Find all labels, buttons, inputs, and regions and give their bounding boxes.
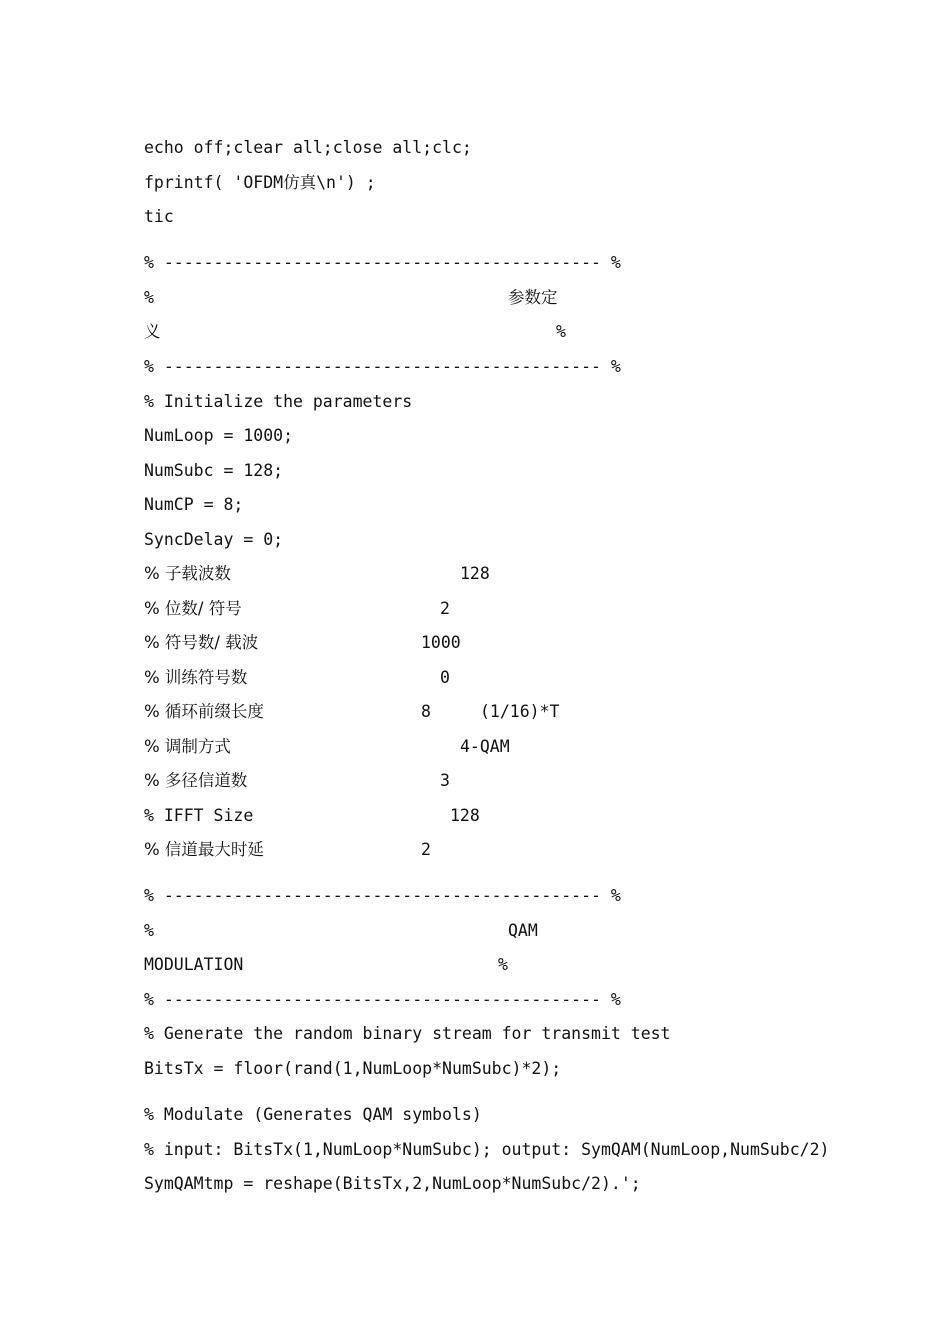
code-line-tic: tic: [144, 207, 174, 226]
param-row: [144, 769, 450, 793]
comment-generate: % Generate the random binary stream for transmit test: [144, 1024, 671, 1043]
param-value: 4-QAM: [460, 737, 510, 756]
comment-percent: %: [144, 288, 154, 307]
param-label: % 符号数/ 载波: [144, 633, 259, 652]
code-line-numloop: NumLoop = 1000;: [144, 426, 294, 445]
param-label: % IFFT Size: [144, 806, 254, 825]
param-label: % 循环前缀长度: [144, 702, 264, 721]
comment-divider: % -------------------------------------------- %: [144, 990, 621, 1009]
section-title-part2: MODULATION: [144, 955, 244, 974]
comment-modulate: % Modulate (Generates QAM symbols): [144, 1105, 482, 1124]
code-line-fprintf: fprintf( 'OFDM仿真\n') ;: [144, 173, 376, 192]
section-title-part2: 义: [144, 322, 161, 341]
comment-initialize: % Initialize the parameters: [144, 392, 413, 411]
param-value: 3: [440, 771, 450, 790]
comment-divider: % -------------------------------------------- %: [144, 253, 621, 272]
param-row: [144, 700, 560, 724]
param-label: % 信道最大时延: [144, 840, 264, 859]
param-note: (1/16)*T: [480, 702, 560, 721]
param-row: [144, 804, 480, 828]
comment-header-line-wrap: [144, 953, 508, 977]
param-row: [144, 631, 461, 655]
comment-percent-end: %: [498, 955, 508, 974]
param-value: 128: [460, 564, 490, 583]
param-row: [144, 735, 510, 759]
comment-divider: % -------------------------------------------- %: [144, 357, 621, 376]
param-value: 2: [440, 599, 450, 618]
comment-input-output: % input: BitsTx(1,NumLoop*NumSubc); output: SymQAM(NumLoop,NumSubc/2): [144, 1140, 830, 1159]
section-title-part1: QAM: [508, 921, 538, 940]
param-label: % 调制方式: [144, 737, 231, 756]
code-line-numcp: NumCP = 8;: [144, 495, 244, 514]
param-value: 0: [440, 668, 450, 687]
comment-header-line: [144, 286, 558, 310]
code-line-syncdelay: SyncDelay = 0;: [144, 530, 284, 549]
comment-percent-end: %: [556, 322, 566, 341]
param-label: % 多径信道数: [144, 771, 248, 790]
comment-header-line-wrap: [144, 320, 566, 344]
param-value: 128: [450, 806, 480, 825]
param-row: [144, 666, 450, 690]
param-label: % 位数/ 符号: [144, 599, 242, 618]
comment-percent: %: [144, 921, 154, 940]
param-value: 2: [421, 840, 431, 859]
param-row: [144, 838, 431, 862]
code-line-echo: echo off;clear all;close all;clc;: [144, 138, 472, 157]
code-line-numsubc: NumSubc = 128;: [144, 461, 284, 480]
param-row: [144, 597, 450, 621]
param-row: [144, 562, 490, 586]
param-label: % 训练符号数: [144, 668, 248, 687]
section-title-part1: 参数定: [508, 288, 558, 307]
param-label: % 子载波数: [144, 564, 231, 583]
param-value: 8: [421, 702, 431, 721]
code-line-symqamtmp: SymQAMtmp = reshape(BitsTx,2,NumLoop*NumSubc/2).';: [144, 1174, 641, 1193]
comment-header-line: [144, 919, 538, 943]
comment-divider: % -------------------------------------------- %: [144, 886, 621, 905]
param-value: 1000: [421, 633, 461, 652]
code-line-bitstx: BitsTx = floor(rand(1,NumLoop*NumSubc)*2);: [144, 1059, 562, 1078]
